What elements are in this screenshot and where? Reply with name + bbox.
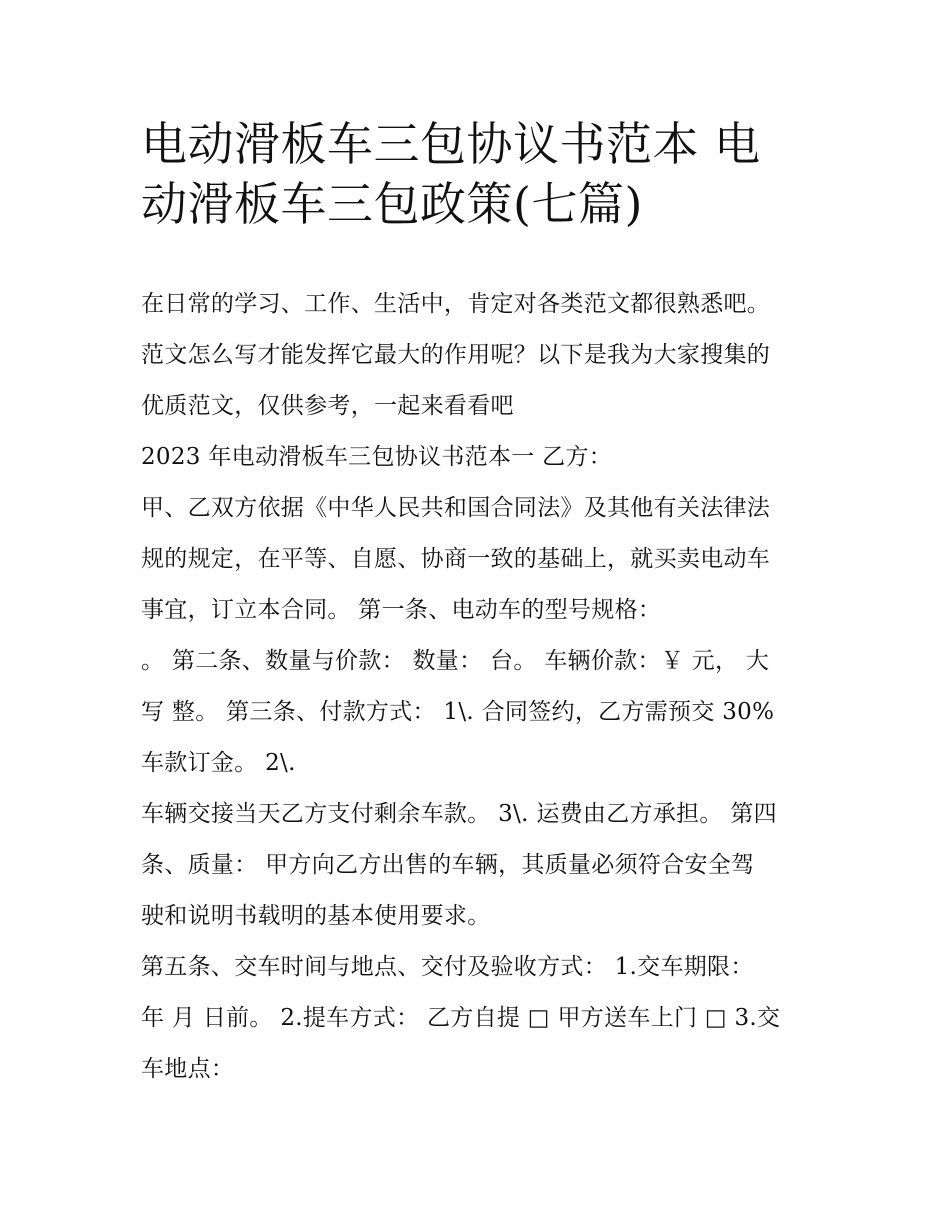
- body-line-10: 车款订金。 2\.: [141, 750, 296, 776]
- body-line-15: 年 月 日前。 2.提车方式： 乙方自提 □ 甲方送车上门 □ 3.交: [141, 1005, 781, 1031]
- document-body: [141, 279, 821, 1095]
- body-line-1: 在日常的学习、工作、生活中，肯定对各类范文都很熟悉吧。: [141, 291, 771, 317]
- body-line-3: 优质范文，仅供参考，一起来看看吧: [141, 393, 514, 419]
- body-line-4: 2023 年电动滑板车三包协议书范本一 乙方：: [141, 444, 613, 470]
- title-line-1: 电动滑板车三包协议书范本 电: [141, 117, 761, 171]
- body-line-12: 条、质量： 甲方向乙方出售的车辆，其质量必须符合安全驾: [141, 852, 755, 878]
- body-line-7: 事宜，订立本合同。 第一条、电动车的型号规格：: [141, 597, 662, 623]
- body-line-5: 甲、乙双方依据《中华人民共和国合同法》及其他有关法律法: [141, 495, 771, 521]
- body-line-8: 。 第二条、数量与价款： 数量： 台。 车辆价款：￥ 元， 大: [141, 648, 770, 674]
- body-line-2: 范文怎么写才能发挥它最大的作用呢？以下是我为大家搜集的: [141, 342, 771, 368]
- body-line-13: 驶和说明书载明的基本使用要求。: [141, 903, 491, 929]
- body-line-14: 第五条、交车时间与地点、交付及验收方式： 1.交车期限：: [141, 954, 754, 980]
- body-line-6: 规的规定，在平等、自愿、协商一致的基础上，就买卖电动车: [141, 546, 771, 572]
- body-line-11: 车辆交接当天乙方支付剩余车款。 3\. 运费由乙方承担。 第四: [141, 801, 777, 827]
- body-line-9: 写 整。 第三条、付款方式： 1\. 合同签约，乙方需预交 30%: [141, 699, 775, 725]
- document-title: [141, 114, 821, 234]
- body-line-16: 车地点：: [141, 1056, 235, 1082]
- title-line-2: 动滑板车三包政策(七篇): [141, 177, 643, 231]
